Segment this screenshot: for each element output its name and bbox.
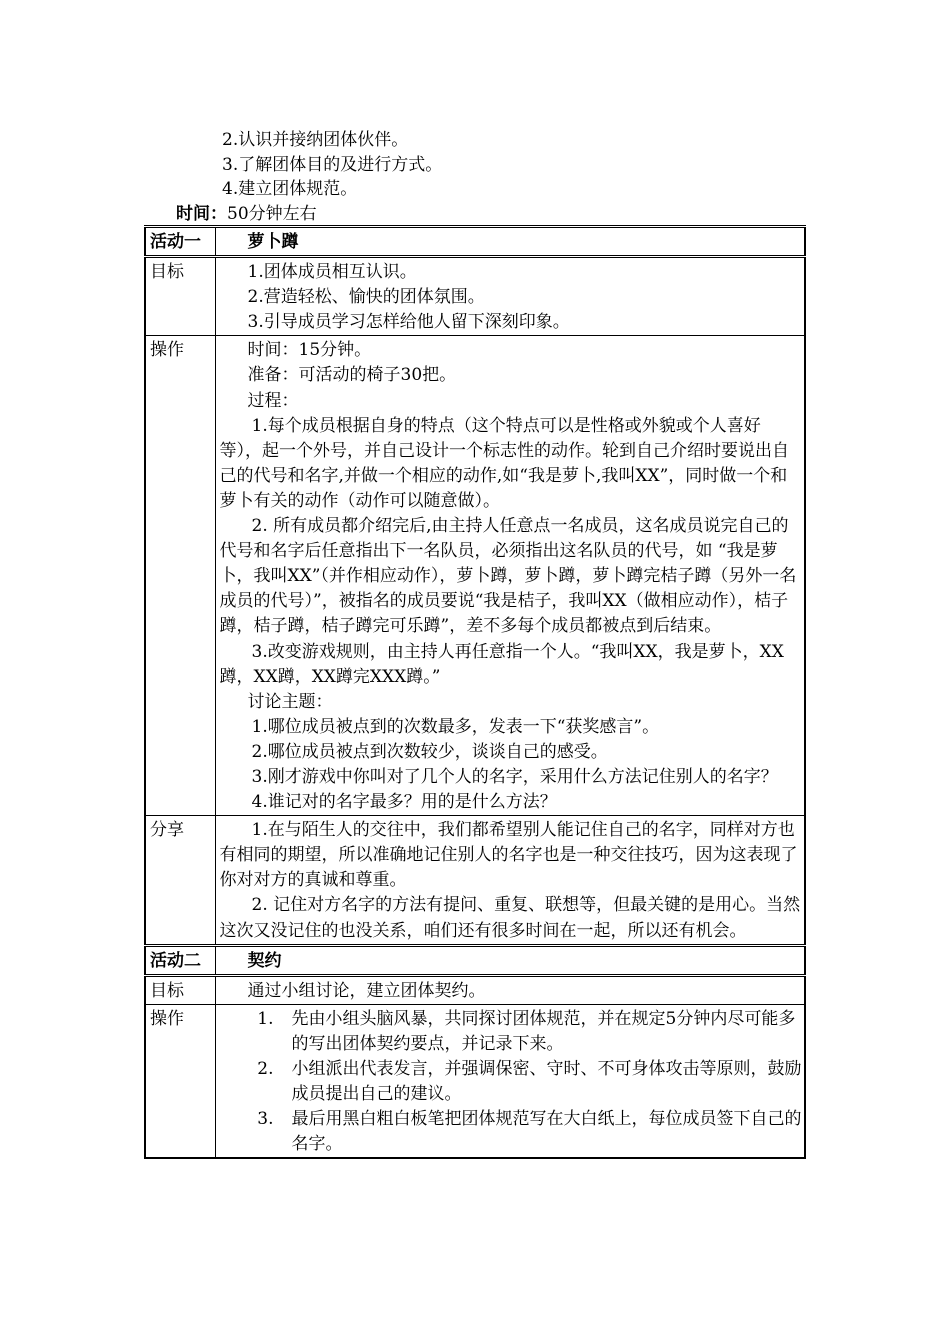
- activity1-step-2: 2. 所有成员都介绍完后,由主持人任意点一名成员，这名成员说完自己的代号和名字后任意指出下一名队员，必须指出这名队员的代号，如 “我是萝卜，我叫XX”（并作相应动作），萝卜蹲，萝卜蹲，萝卜蹲完桔子蹲（另外一名成员的代号）”，被指名的成员要说“我是桔子，我叫XX（做相应动作），桔子蹲，桔子蹲，桔子蹲完可乐蹲”，差不多每个成员都被点到后结束。: [219, 516, 797, 637]
- activity2-step-text: 先由小组头脑风暴，共同探讨团体规范，并在规定5分钟内尽可能多的写出团体契约要点，并记录下来。: [291, 1008, 796, 1054]
- activity1-operation: [215, 336, 805, 816]
- activity2-step: [220, 1007, 803, 1057]
- activity2-goal-label: 目标: [145, 975, 215, 1004]
- activity1-step-1: 1.每个成员根据自身的特点（这个特点可以是性格或外貌或个人喜好等），起一个外号，并自己设计一个标志性的动作。轮到自己介绍时要说出自己的代号和名字,并做一个相应的动作,如“我是萝卜,我叫XX”，同时做一个和萝卜有关的动作（动作可以随意做）。: [219, 415, 789, 511]
- activity2-step-text: 最后用黑白粗白板笔把团体规范写在大白纸上，每位成员签下自己的名字。: [291, 1109, 802, 1155]
- time-value: 50分钟左右: [227, 204, 317, 224]
- activity1-discussion-3: 3.刚才游戏中你叫对了几个人的名字，采用什么方法记住别人的名字？: [251, 766, 778, 787]
- activity2-step-number: 2.: [257, 1059, 274, 1079]
- activity1-title: 萝卜蹲: [215, 227, 805, 257]
- activity1-discussion-1: 1.哪位成员被点到的次数最多，发表一下“获奖感言”。: [251, 716, 660, 737]
- activity2-op-row: [145, 1004, 805, 1158]
- activity1-op-process: 过程：: [247, 390, 299, 411]
- intro-goal-3: 3.了解团体目的及进行方式。: [222, 155, 443, 175]
- intro-goal-4: 4.建立团体规范。: [222, 179, 358, 199]
- activity2-step: [220, 1057, 803, 1107]
- activity2-step-number: 3.: [257, 1109, 274, 1130]
- activity1-share: [215, 816, 805, 945]
- activity1-discussion-2: 2.哪位成员被点到次数较少，谈谈自己的感受。: [251, 741, 608, 762]
- activity1-header-row: [145, 227, 805, 257]
- activity1-step-3: 3.改变游戏规则，由主持人再任意指一个人。“我叫XX，我是萝卜，XX蹲，XX蹲，XX蹲完XXX蹲。”: [219, 641, 784, 687]
- activity1-goal-3: 3.引导成员学习怎样给他人留下深刻印象。: [247, 312, 570, 333]
- activity2-step: [220, 1107, 803, 1157]
- activity2-header-row: [145, 945, 805, 975]
- activity1-label: 活动一: [145, 227, 215, 257]
- activity-table: [144, 225, 806, 1159]
- activity1-share-row: [145, 816, 805, 945]
- activity2-title: 契约: [215, 945, 805, 975]
- activity2-step-number: 1.: [257, 1008, 274, 1029]
- intro-time: [176, 202, 317, 226]
- activity1-op-prep: 准备：可活动的椅子30把。: [247, 365, 457, 386]
- activity1-op-label: 操作: [145, 336, 215, 816]
- activity2-goal-text: 通过小组讨论，建立团体契约。: [247, 980, 486, 1001]
- activity1-goal-2: 2.营造轻松、愉快的团体氛围。: [247, 287, 485, 308]
- activity1-op-row: [145, 336, 805, 816]
- activity1-goal-row: [145, 257, 805, 336]
- activity1-share-2: 2. 记住对方名字的方法有提问、重复、联想等，但最关键的是用心。当然这次又没记住的也没关系，咱们还有很多时间在一起，所以还有机会。: [219, 895, 801, 941]
- intro-goal-2: 2.认识并接纳团体伙伴。: [222, 130, 409, 150]
- activity1-goal-label: 目标: [145, 257, 215, 336]
- time-label: 时间：: [176, 204, 227, 224]
- activity2-operation: [215, 1004, 805, 1158]
- activity1-goal-1: 1.团体成员相互认识。: [247, 262, 417, 283]
- activity2-step-text: 小组派出代表发言，并强调保密、守时、不可身体攻击等原则，鼓励成员提出自己的建议。: [291, 1059, 802, 1105]
- activity2-goal: [215, 975, 805, 1004]
- activity2-goal-row: [145, 975, 805, 1004]
- activity1-discussion-label: 讨论主题：: [247, 691, 333, 712]
- activity1-goals: [215, 257, 805, 336]
- activity2-op-label: 操作: [145, 1004, 215, 1158]
- activity1-op-time: 时间：15分钟。: [247, 340, 372, 361]
- activity1-discussion-4: 4.谁记对的名字最多？用的是什么方法？: [251, 792, 557, 813]
- activity1-share-label: 分享: [145, 816, 215, 945]
- activity2-label: 活动二: [145, 945, 215, 975]
- activity1-share-1: 1.在与陌生人的交往中，我们都希望别人能记住自己的名字，同样对方也有相同的期望，所以准确地记住别人的名字也是一种交往技巧，因为这表现了你对对方的真诚和尊重。: [219, 820, 798, 891]
